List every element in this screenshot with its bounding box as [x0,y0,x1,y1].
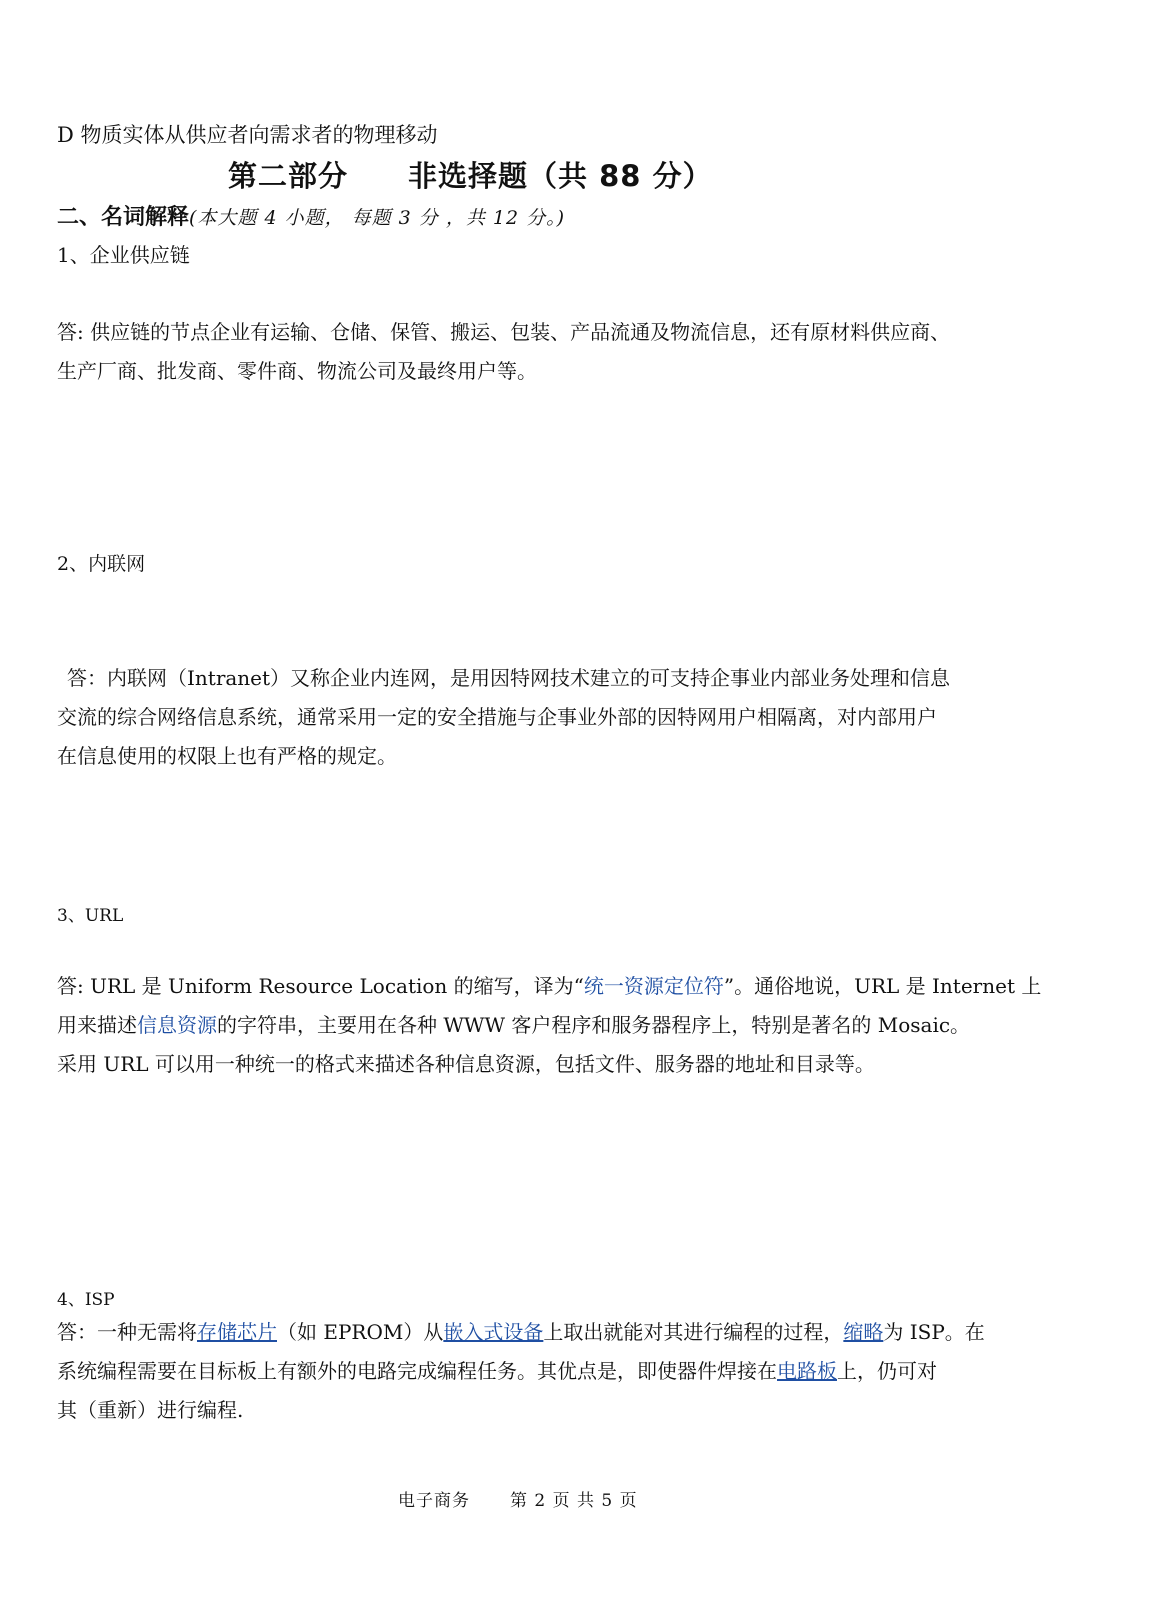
section-note: (本大题 4 小题， 每题 3 分 ，共 12 分。) [189,207,566,229]
q3-line2-text-a: 用来描述 [57,1013,137,1037]
q3-line1-text-a: 答: URL 是 Uniform Resource Location 的缩写，译为“ [57,974,584,998]
q4-answer-line-3: 其（重新）进行编程. [57,1398,244,1422]
part-heading-left: 第二部分 [228,159,349,193]
q4-line2-text-b: 上，仍可对 [837,1359,937,1383]
footer-subject: 电子商务 [398,1491,470,1511]
q4-link-embedded-device[interactable]: 嵌入式设备 [443,1320,544,1344]
q2-answer-line-1: 答：内联网（Intranet）又称企业内连网，是用因特网技术建立的可支持企事业内部业务处理和信息 [67,666,951,690]
q3-link-info-resource[interactable]: 信息资源 [137,1013,217,1037]
q4-link-abbreviation[interactable]: 缩略 [843,1320,884,1344]
q3-answer-line-3: 采用 URL 可以用一种统一的格式来描述各种信息资源，包括文件、服务器的地址和目录等。 [57,1052,875,1076]
q1-label: 1、企业供应链 [57,243,190,267]
q1-answer-line-2: 生产厂商、批发商、零件商、物流公司及最终用户等。 [57,359,537,383]
q2-answer-line-2: 交流的综合网络信息系统，通常采用一定的安全措施与企事业外部的因特网用户相隔离，对内部用户 [57,705,937,729]
q4-line1-text-a: 答：一种无需将 [57,1320,197,1344]
section-title: 二、名词解释 [57,205,190,230]
q4-line2-text-a: 系统编程需要在目标板上有额外的电路完成编程任务。其优点是，即使器件焊接在 [57,1359,777,1383]
part-heading [228,154,713,195]
part-heading-right: 非选择题（共 88 分） [408,159,713,193]
option-d-text: D 物质实体从供应者向需求者的物理移动 [57,123,438,147]
q3-line2-text-b: 的字符串，主要用在各种 WWW 客户程序和服务器程序上，特别是著名的 Mosaic。 [217,1013,971,1037]
q4-link-storage-chip[interactable]: 存储芯片 [197,1320,277,1344]
q4-label: 4、ISP [57,1290,115,1310]
q4-line1-text-d: 为 ISP。在 [883,1320,985,1344]
q4-line1-text-c: 上取出就能对其进行编程的过程， [543,1320,844,1344]
q4-answer-line-1 [57,1313,985,1352]
q3-answer-line-1 [57,967,1041,1006]
q1-answer-line-1: 答: 供应链的节点企业有运输、仓储、保管、搬运、包装、产品流通及物流信息，还有原材料供应商、 [57,320,951,344]
q4-link-circuit-board[interactable]: 电路板 [777,1359,837,1383]
q3-link-url-term[interactable]: 统一资源定位符 [583,974,724,998]
q4-answer-line-2 [57,1352,937,1391]
footer-page-info: 第 2 页 共 5 页 [510,1491,638,1511]
q3-answer-line-2 [57,1006,970,1045]
section-header [57,200,565,231]
q2-answer-line-3: 在信息使用的权限上也有严格的规定。 [57,744,397,768]
q3-label: 3、URL [57,906,124,926]
page-footer [398,1486,638,1511]
q2-label: 2、内联网 [57,553,146,575]
q4-line1-text-b: （如 EPROM）从 [277,1320,444,1344]
q3-line1-text-b: ”。通俗地说，URL 是 Internet 上 [723,974,1042,998]
